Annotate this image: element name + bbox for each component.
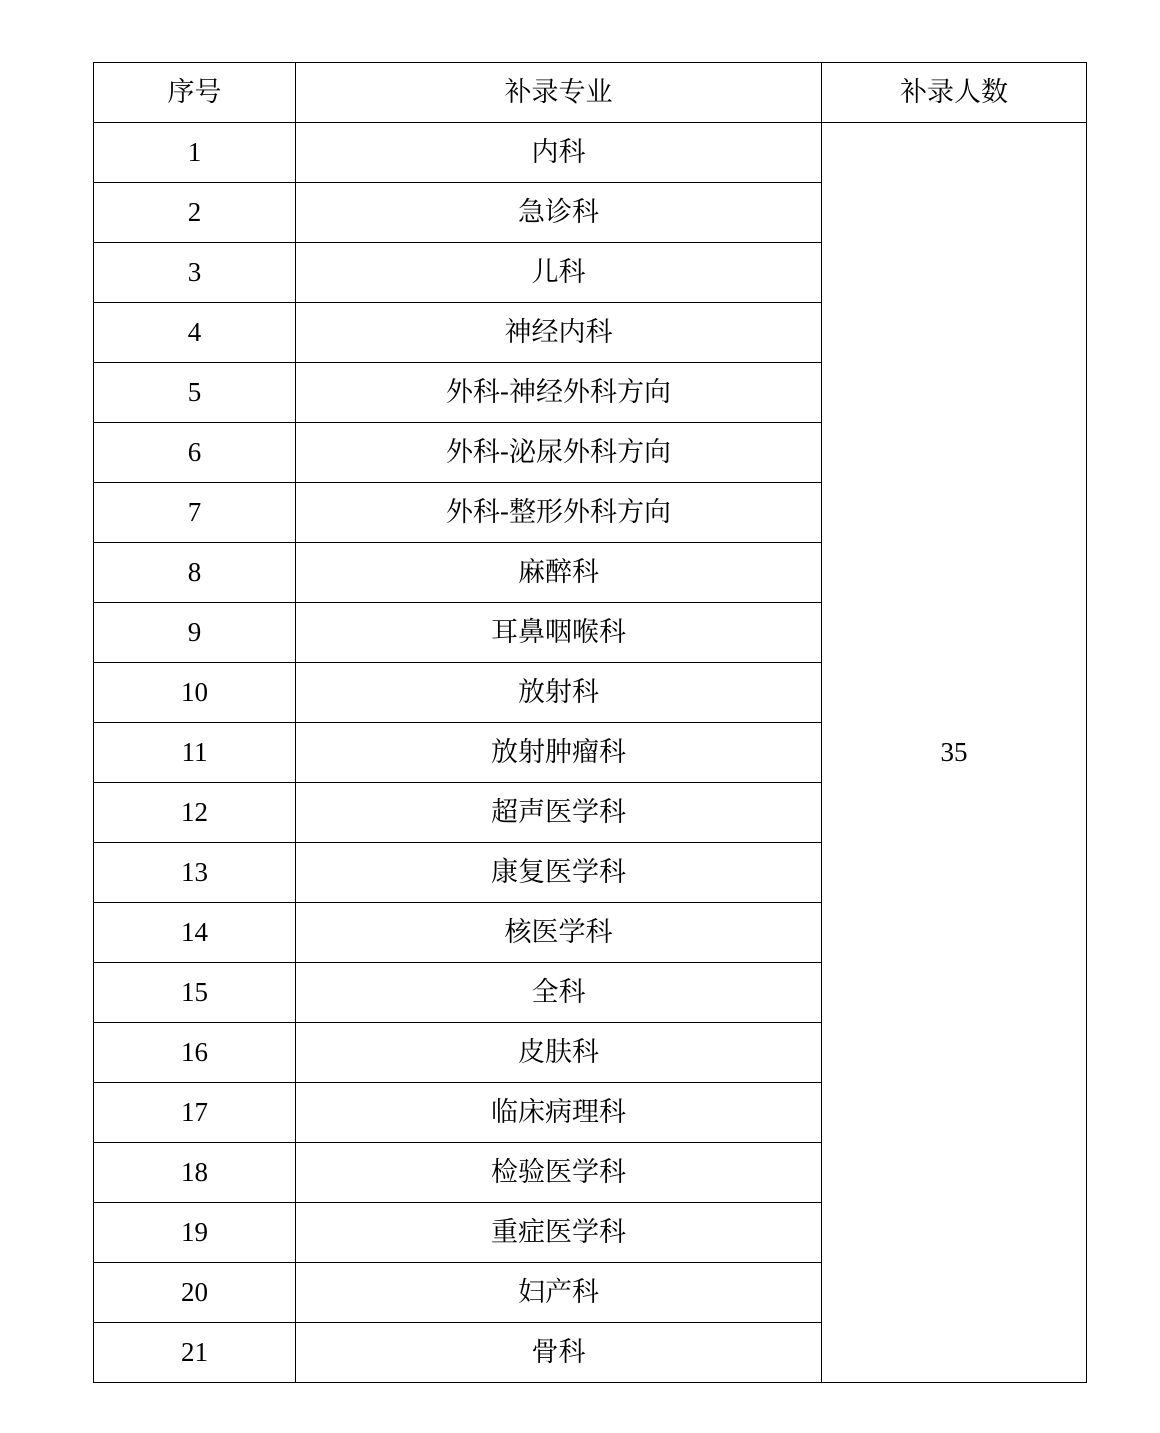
major-cell: 核医学科	[296, 903, 822, 963]
header-row	[94, 63, 1087, 123]
seq-cell: 16	[94, 1023, 296, 1083]
seq-cell: 15	[94, 963, 296, 1023]
seq-cell: 5	[94, 363, 296, 423]
major-cell: 儿科	[296, 243, 822, 303]
seq-cell: 11	[94, 723, 296, 783]
seq-cell: 12	[94, 783, 296, 843]
major-cell: 康复医学科	[296, 843, 822, 903]
major-cell: 外科-整形外科方向	[296, 483, 822, 543]
major-cell: 皮肤科	[296, 1023, 822, 1083]
seq-cell: 4	[94, 303, 296, 363]
seq-cell: 20	[94, 1263, 296, 1323]
seq-cell: 7	[94, 483, 296, 543]
seq-cell: 13	[94, 843, 296, 903]
major-cell: 放射肿瘤科	[296, 723, 822, 783]
seq-cell: 9	[94, 603, 296, 663]
major-cell: 妇产科	[296, 1263, 822, 1323]
table-row	[94, 123, 1087, 183]
major-cell: 麻醉科	[296, 543, 822, 603]
header-major: 补录专业	[296, 63, 822, 123]
quota-table	[93, 62, 1087, 1383]
major-cell: 外科-泌尿外科方向	[296, 423, 822, 483]
header-seq: 序号	[94, 63, 296, 123]
major-cell: 重症医学科	[296, 1203, 822, 1263]
major-cell: 临床病理科	[296, 1083, 822, 1143]
seq-cell: 8	[94, 543, 296, 603]
seq-cell: 1	[94, 123, 296, 183]
major-cell: 急诊科	[296, 183, 822, 243]
major-cell: 全科	[296, 963, 822, 1023]
seq-cell: 14	[94, 903, 296, 963]
seq-cell: 19	[94, 1203, 296, 1263]
seq-cell: 6	[94, 423, 296, 483]
seq-cell: 18	[94, 1143, 296, 1203]
seq-cell: 17	[94, 1083, 296, 1143]
major-cell: 超声医学科	[296, 783, 822, 843]
major-cell: 骨科	[296, 1323, 822, 1383]
major-cell: 外科-神经外科方向	[296, 363, 822, 423]
seq-cell: 10	[94, 663, 296, 723]
major-cell: 放射科	[296, 663, 822, 723]
major-cell: 耳鼻咽喉科	[296, 603, 822, 663]
seq-cell: 2	[94, 183, 296, 243]
header-count: 补录人数	[822, 63, 1087, 123]
seq-cell: 21	[94, 1323, 296, 1383]
total-count-cell: 35	[822, 123, 1087, 1383]
major-cell: 内科	[296, 123, 822, 183]
table-body	[94, 123, 1087, 1383]
major-cell: 检验医学科	[296, 1143, 822, 1203]
major-cell: 神经内科	[296, 303, 822, 363]
seq-cell: 3	[94, 243, 296, 303]
